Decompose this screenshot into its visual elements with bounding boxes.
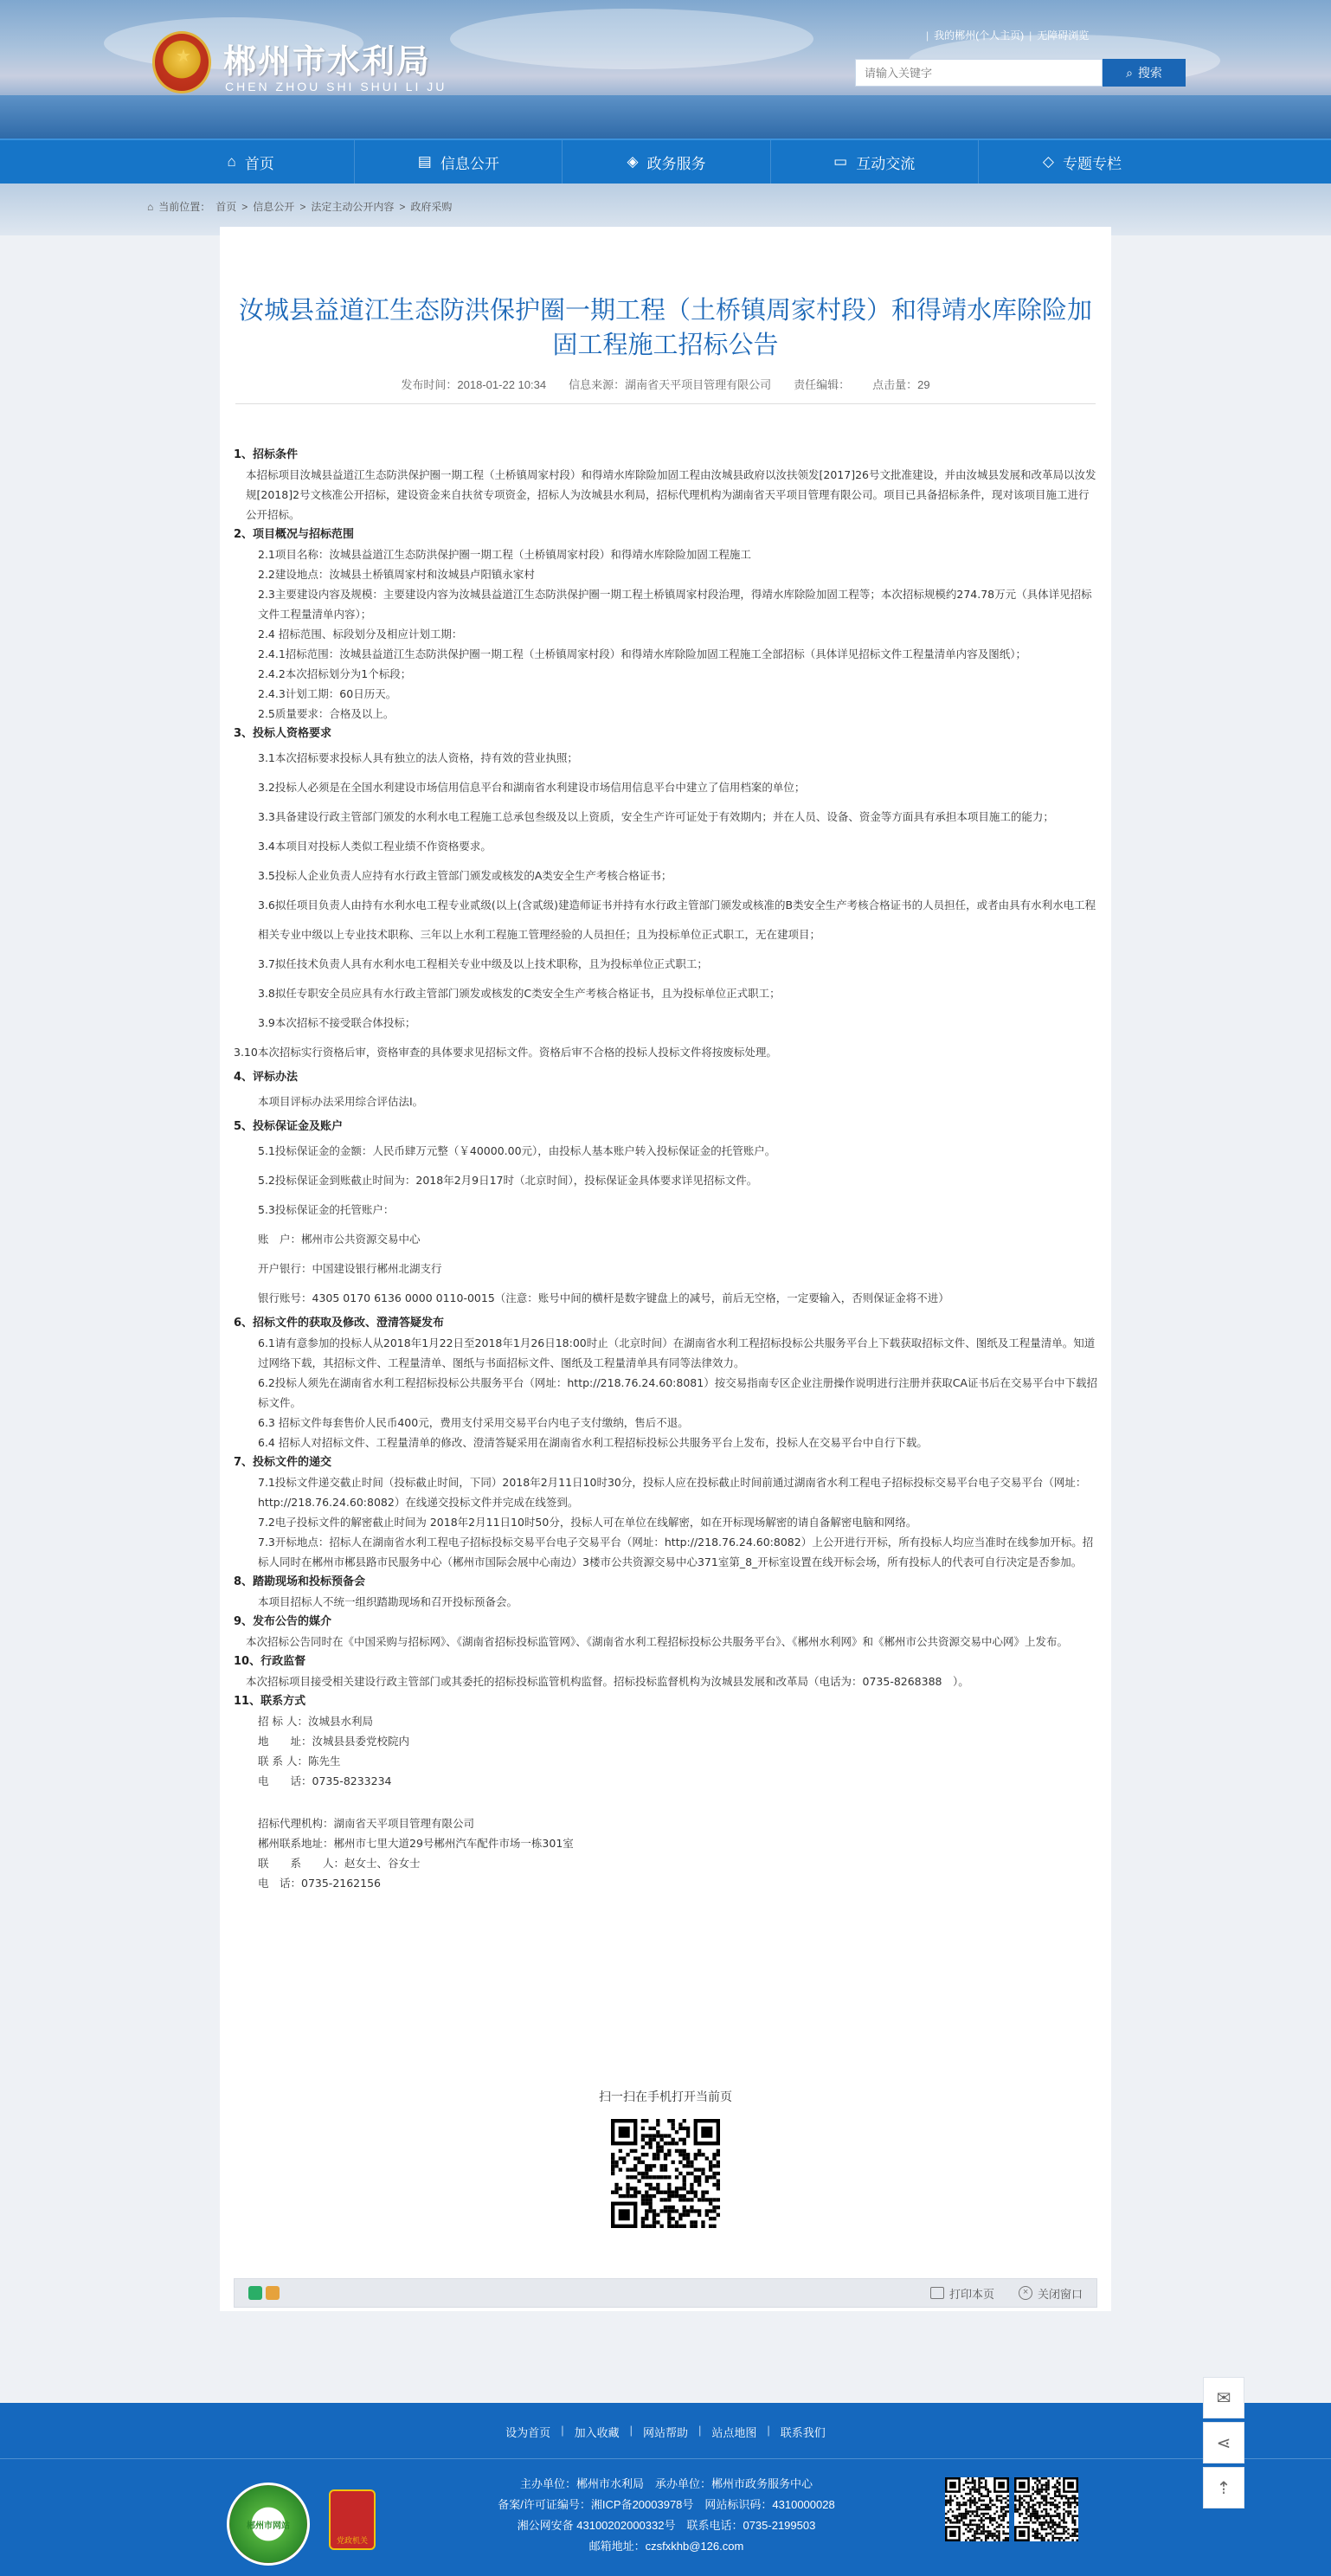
click-count: 点击量：29 (872, 378, 930, 391)
party-gov-badge-icon[interactable]: 党政机关 (329, 2489, 376, 2550)
article-toolbar (234, 2278, 1097, 2308)
footer-link-help[interactable]: 网站帮助 (642, 2426, 688, 2439)
section-heading: 1、招标条件 (234, 448, 299, 461)
footer-qr-code-1 (945, 2477, 1009, 2541)
breadcrumb-legal[interactable]: 法定主动公开内容 (311, 201, 395, 213)
paragraph: 3.1本次招标要求投标人具有独立的法人资格，持有效的营业执照； (258, 751, 578, 764)
nav-item-home[interactable]: ⌂ 首页 (147, 140, 355, 184)
paragraph: 3.8拟任专职安全员应具有水行政主管部门颁发或核发的C类安全生产考核合格证书，且为投标单位正式职工； (258, 987, 781, 1000)
home-icon: ⌂ (147, 200, 154, 213)
paragraph: 本项目评标办法采用综合评估法Ⅰ。 (258, 1095, 424, 1108)
print-icon (930, 2287, 944, 2299)
nav-item-interaction[interactable]: ▭ 互动交流 (771, 140, 979, 184)
paragraph: 银行账号：4305 0170 6136 0000 0110-0015（注意：账号中间的横杆是数字键盘上的减号，前后无空格，一定要输入，否则保证金将不进） (258, 1291, 949, 1304)
footer-links: 设为首页 | 加入收藏 | 网站帮助 | 站点地图 | 联系我们 (505, 2424, 826, 2439)
paragraph: 本次招标项目接受相关建设行政主管部门或其委托的招标投标监管机构监督。招标投标监督机构为汝城县发展和改革局（电话为：0735-8268388 ）。 (246, 1675, 969, 1688)
print-button[interactable]: 打印本页 (930, 2285, 994, 2302)
breadcrumb: ⌂ 当前位置： 首页 > 信息公开 > 法定主动公开内容 > 政府采购 (147, 200, 453, 213)
nav-item-info[interactable]: ▤ 信息公开 (355, 140, 563, 184)
section-heading: 8、踏勘现场和投标预备会 (234, 1575, 366, 1588)
paragraph: 6.1请有意参加的投标人从2018年1月22日至2018年1月26日18:00时止（北京时间）在湖南省水利工程招标投标公共服务平台上下载获取招标文件、图纸及工程量清单。知道过网络下载，其招标文件、工程量清单、图纸与书面招标文件、图纸及工程量清单具有同等法律效力。 (258, 1336, 1096, 1369)
qr-code (608, 2116, 723, 2231)
section-heading: 11、联系方式 (234, 1695, 306, 1708)
search-button[interactable]: ⌕ 搜索 (1103, 59, 1186, 87)
document-icon: ▤ (417, 153, 432, 170)
wechat-float-icon[interactable]: ✉ (1203, 2377, 1244, 2418)
paragraph: 2.4.3计划工期：60日历天。 (258, 687, 397, 700)
footer-link-home[interactable]: 设为首页 (505, 2426, 551, 2439)
paragraph: 开户银行：中国建设银行郴州北湖支行 (258, 1262, 442, 1275)
section-heading: 3、投标人资格要求 (234, 727, 332, 740)
nav-item-topics[interactable]: ◇ 专题专栏 (1042, 153, 1122, 172)
paragraph: 3.3具备建设行政主管部门颁发的水利水电工程施工总承包叁级及以上资质，安全生产许可证处于有效期内；并在人员、设备、资金等方面具有承担本项目施工的能力； (258, 810, 1054, 823)
paragraph: 5.2投标保证金到账截止时间为：2018年2月9日17时（北京时间），投标保证金具体要求详见招标文件。 (258, 1174, 758, 1187)
footer-link-sitemap[interactable]: 站点地图 (711, 2426, 757, 2439)
article-body (234, 445, 1099, 1893)
paragraph: 2.5质量要求：合格及以上。 (258, 707, 395, 720)
breadcrumb-home[interactable]: 首页 (215, 201, 237, 213)
paragraph: 7.2电子投标文件的解密截止时间为 2018年2月11日10时50分，投标人可在单位在线解密，如在开标现场解密的请自备解密电脑和网络。 (258, 1516, 917, 1529)
section-heading: 9、发布公告的媒介 (234, 1615, 332, 1628)
paragraph: 2.2建设地点：汝城县土桥镇周家村和汝城县卢阳镇永家村 (258, 568, 535, 581)
divider (235, 403, 1096, 404)
my-chenzhou-link[interactable]: 我的郴州(个人主页) (934, 29, 1025, 42)
section-heading: 6、招标文件的获取及修改、澄清答疑发布 (234, 1317, 445, 1330)
section-heading: 2、项目概况与招标范围 (234, 528, 355, 541)
paragraph: 联 系 人：陈先生 (258, 1755, 341, 1768)
website-badge-icon[interactable]: 郴州市网站 (227, 2483, 310, 2566)
top-links: | 我的郴州(个人主页) | 无障碍浏览 (926, 29, 1090, 42)
wechat-share-icon[interactable] (248, 2286, 262, 2300)
close-icon: × (1019, 2286, 1032, 2300)
paragraph: 招标代理机构：湖南省天平项目管理有限公司 (258, 1817, 475, 1830)
article-panel (220, 227, 1111, 2311)
home-icon: ⌂ (227, 153, 236, 170)
paragraph: 6.2投标人须先在湖南省水利工程招标投标公共服务平台（网址：http://218.76.24.60:8081）按交易指南专区企业注册操作说明进行注册并获取CA证书后在交易平台中下载招标文件。 (258, 1376, 1097, 1409)
paragraph: 7.3开标地点：招标人在湖南省水利工程电子招标投标交易平台电子交易平台（网址：http://218.76.24.60:8082）上公开进行开标，所有投标人均应当准时在线参加开标。招标人同时在郴州市郴县路市民服务中心（郴州市国际会展中心南边）3楼市公共资源交易中心371室第_8_开标室设置在线开标会场，所有投标人的代表可自行决定是否参加。 (258, 1536, 1094, 1568)
site-subtitle: CHEN ZHOU SHI SHUI LI JU (225, 80, 447, 93)
paragraph: 电 话：0735-8233234 (258, 1774, 392, 1787)
site-footer (0, 2403, 1331, 2576)
close-window-button[interactable]: × 关闭窗口 (1019, 2285, 1083, 2302)
footer-link-contact[interactable]: 联系我们 (780, 2426, 826, 2439)
section-heading: 10、行政监督 (234, 1655, 306, 1668)
paragraph: 郴州联系地址：郴州市七里大道29号郴州汽车配件市场一栋301室 (258, 1837, 574, 1850)
paragraph: 3.2投标人必须是在全国水利建设市场信用信息平台和湖南省水利建设市场信用信息平台中建立了信用档案的单位； (258, 781, 806, 794)
paragraph: 联 系 人：赵女士、谷女士 (258, 1857, 421, 1870)
publish-time: 发布时间：2018-01-22 10:34 (401, 378, 547, 391)
share-float-icon[interactable]: ⋖ (1203, 2422, 1244, 2463)
info-source: 信息来源：湖南省天平项目管理有限公司 (569, 378, 772, 391)
paragraph: 3.9本次招标不接受联合体投标； (258, 1016, 416, 1029)
section-heading: 4、评标办法 (234, 1071, 299, 1084)
article-title: 汝城县益道江生态防洪保护圈一期工程（土桥镇周家村段）和得靖水库除险加固工程施工招标公告 (238, 295, 1092, 359)
emblem-logo[interactable]: ★ (152, 31, 211, 93)
paragraph: 3.10本次招标实行资格后审，资格审查的具体要求见招标文件。资格后审不合格的投标人投标文件将按废标处理。 (234, 1046, 777, 1059)
paragraph: 3.6拟任项目负责人由持有水利水电工程专业贰级(以上(含贰级)建造师证书并持有水行政主管部门颁发或核准的B类安全生产考核合格证书的人员担任，或者由具有水利水电工程相关专业中级以上专业技术职称、三年以上水利工程施工管理经验的人员担任；且为投标单位正式职工，无在建项目； (258, 898, 1096, 941)
site-title[interactable]: 郴州市水利局 (223, 42, 432, 80)
footer-info: 主办单位：郴州市水利局 承办单位：郴州市政务服务中心 备案/许可证编号：湘ICP备20003978号 网站标识码：4310000028 湘公网安备 43100202000332号 联系电话：0735-2199503 邮箱地址：czsfxkhb@126.com (498, 2477, 835, 2553)
breadcrumb-info[interactable]: 信息公开 (253, 201, 295, 213)
qr-title: 扫一扫在手机打开当前页 (599, 2090, 732, 2103)
paragraph: 本项目招标人不统一组织踏勘现场和召开投标预备会。 (258, 1595, 518, 1608)
footer-link-favorite[interactable]: 加入收藏 (574, 2426, 620, 2439)
editor: 责任编辑： (794, 378, 851, 391)
paragraph: 账 户：郴州市公共资源交易中心 (258, 1233, 421, 1246)
paragraph: 2.4.2本次招标划分为1个标段； (258, 667, 412, 680)
paragraph: 本招标项目汝城县益道江生态防洪保护圈一期工程（土桥镇周家村段）和得靖水库除险加固工程由汝城县政府以汝扶领发[2017]26号文批准建设，并由汝城县发展和改革局以汝发规[2018]2号文核准公开招标，建设资金来自扶贫专项资金，招标人为汝城县水利局，招标代理机构为湖南省天平项目管理有限公司。项目已具备招标条件，现对该项目施工进行公开招标。 (246, 468, 1096, 521)
paragraph: 6.4 招标人对招标文件、工程量清单的修改、澄清答疑采用在湖南省水利工程招标投标公共服务平台上发布，投标人在交易平台中自行下载。 (258, 1436, 928, 1449)
section-heading: 5、投标保证金及账户 (234, 1120, 344, 1133)
accessibility-link[interactable]: 无障碍浏览 (1037, 29, 1090, 42)
paragraph: 2.4.1招标范围：汝城县益道江生态防洪保护圈一期工程（土桥镇周家村段）和得靖水库除险加固工程施工全部招标（具体详见招标文件工程量清单内容及图纸）； (258, 647, 1027, 660)
nav-item-services[interactable]: ◈ 政务服务 (563, 140, 770, 184)
spacer (234, 1791, 1099, 1813)
paragraph: 6.3 招标文件每套售价人民币400元，费用支付采用交易平台内电子支付缴纳，售后不退。 (258, 1416, 689, 1429)
search-input[interactable] (855, 59, 1103, 87)
paragraph: 7.1投标文件递交截止时间（投标截止时间，下同）2018年2月11日10时30分，投标人应在投标截止时间前通过湖南省水利工程电子招标投标交易平台电子交易平台（网址：http://218.76.24.60:8082）在线递交投标文件并完成在线签到。 (258, 1476, 1087, 1509)
paragraph: 招 标 人：汝城县水利局 (258, 1715, 373, 1728)
breadcrumb-procurement[interactable]: 政府采购 (410, 201, 453, 213)
section-heading: 7、投标文件的递交 (234, 1456, 332, 1469)
weibo-share-icon[interactable] (266, 2286, 280, 2300)
paragraph: 地 址：汝城县县委党校院内 (258, 1735, 410, 1748)
paragraph: 2.3主要建设内容及规模：主要建设内容为汝城县益道江生态防洪保护圈一期工程土桥镇周家村段治理，得靖水库除险加固工程等；本次招标规模约274.78万元（具体详见招标文件工程量清单内容）； (258, 588, 1092, 621)
paragraph: 3.4本项目对投标人类似工程业绩不作资格要求。 (258, 840, 492, 853)
article-meta (220, 376, 1111, 392)
back-to-top-icon[interactable]: ⇡ (1203, 2467, 1244, 2508)
paragraph: 2.4 招标范围、标段划分及相应计划工期： (258, 628, 463, 641)
paragraph: 3.7拟任技术负责人具有水利水电工程相关专业中级及以上技术职称，且为投标单位正式职工； (258, 957, 708, 970)
paragraph: 5.3投标保证金的托管账户： (258, 1203, 395, 1216)
paragraph: 5.1投标保证金的金额：人民币肆万元整（￥40000.00元），由投标人基本账户转入投标保证金的托管账户。 (258, 1144, 776, 1157)
side-toolbar (1203, 2377, 1244, 2512)
chat-icon: ▭ (833, 153, 848, 170)
paragraph: 本次招标公告同时在《中国采购与招标网》、《湖南省招标投标监管网》、《湖南省水利工程招标投标公共服务平台》、《郴州水利网》和《郴州市公共资源交易中心网》上发布。 (246, 1635, 1069, 1648)
paragraph: 电 话：0735-2162156 (258, 1877, 381, 1890)
main-nav (0, 138, 1331, 184)
tag-icon: ◈ (627, 153, 639, 170)
footer-qr-code-2 (1014, 2477, 1078, 2541)
layers-icon: ◇ (1042, 153, 1054, 170)
search-icon: ⌕ (1126, 65, 1133, 80)
paragraph: 2.1项目名称：汝城县益道江生态防洪保护圈一期工程（土桥镇周家村段）和得靖水库除险加固工程施工 (258, 548, 751, 561)
paragraph: 3.5投标人企业负责人应持有水行政主管部门颁发或核发的A类安全生产考核合格证书； (258, 869, 672, 882)
